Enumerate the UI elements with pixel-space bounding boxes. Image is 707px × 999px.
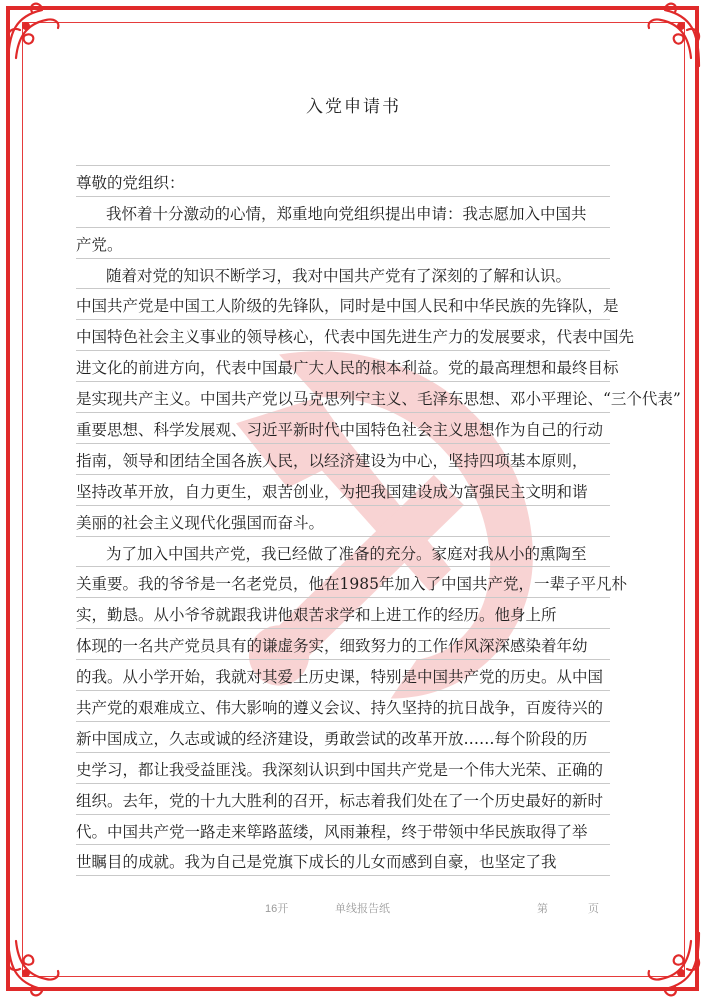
text-line: 为了加入中国共产党，我已经做了准备的充分。家庭对我从小的熏陶至 xyxy=(76,537,610,568)
text-line: 关重要。我的爷爷是一名老党员，他在1985年加入了中国共产党，一辈子平凡朴 xyxy=(76,567,610,598)
text-line: 共产党的艰难成立、伟大影响的遵义会议、持久坚持的抗日战争，百废待兴的 xyxy=(76,691,610,722)
text-line: 体现的一名共产党员具有的谦虚务实，细致努力的工作作风深深感染着年幼 xyxy=(76,629,610,660)
text-line: 代。中国共产党一路走来筚路蓝缕，风雨兼程，终于带领中华民族取得了举 xyxy=(76,815,610,846)
text-line: 组织。去年，党的十九大胜利的召开，标志着我们处在了一个历史最好的新时 xyxy=(76,784,610,815)
page-suffix-label: 页 xyxy=(588,903,599,915)
text-line: 中国特色社会主义事业的领导核心，代表中国先进生产力的发展要求，代表中国先 xyxy=(76,320,610,351)
corner-ornament-icon xyxy=(2,927,72,997)
text-line: 随着对党的知识不断学习，我对中国共产党有了深刻的了解和认识。 xyxy=(76,259,610,290)
paper-footer xyxy=(0,900,707,920)
text-line: 美丽的社会主义现代化强国而奋斗。 xyxy=(76,506,610,537)
text-line: 我怀着十分激动的心情，郑重地向党组织提出申请：我志愿加入中国共 xyxy=(76,197,610,228)
text-line: 中国共产党是中国工人阶级的先锋队，同时是中国人民和中华民族的先锋队，是 xyxy=(76,289,610,320)
letter-body xyxy=(76,135,681,876)
text-line: 重要思想、科学发展观、习近平新时代中国特色社会主义思想作为自己的行动 xyxy=(76,413,610,444)
page-title: 入党申请书 xyxy=(306,97,401,117)
paper-size-label: 16开 xyxy=(265,903,289,915)
text-line: 指南，领导和团结全国各族人民，以经济建设为中心，坚持四项基本原则， xyxy=(76,444,610,475)
text-line: 实，勤恳。从小爷爷就跟我讲他艰苦求学和上进工作的经历。他身上所 xyxy=(76,598,610,629)
paper-type-label: 单线报告纸 xyxy=(335,903,390,915)
corner-ornament-icon xyxy=(635,2,705,72)
corner-ornament-icon xyxy=(2,2,72,72)
corner-ornament-icon xyxy=(635,927,705,997)
page-prefix-label: 第 xyxy=(537,903,548,915)
text-line: 的我。从小学开始，我就对其爱上历史课，特别是中国共产党的历史。从中国 xyxy=(76,660,610,691)
text-line: 坚持改革开放，自力更生，艰苦创业，为把我国建设成为富强民主文明和谐 xyxy=(76,475,610,506)
text-line: 产党。 xyxy=(76,228,610,259)
text-line: 史学习，都让我受益匪浅。我深刻认识到中国共产党是一个伟大光荣、正确的 xyxy=(76,753,610,784)
text-line: 是实现共产主义。中国共产党以马克思列宁主义、毛泽东思想、邓小平理论、“三个代表” xyxy=(76,382,610,413)
text-line: 新中国成立，久志或诚的经济建设，勇敢尝试的改革开放……每个阶段的历 xyxy=(76,722,610,753)
text-line: 世瞩目的成就。我为自己是党旗下成长的儿女而感到自豪，也坚定了我 xyxy=(76,845,610,876)
text-line xyxy=(76,135,610,166)
text-line: 进文化的前进方向，代表中国最广大人民的根本利益。党的最高理想和最终目标 xyxy=(76,351,610,382)
salutation: 尊敬的党组织： xyxy=(76,166,610,197)
